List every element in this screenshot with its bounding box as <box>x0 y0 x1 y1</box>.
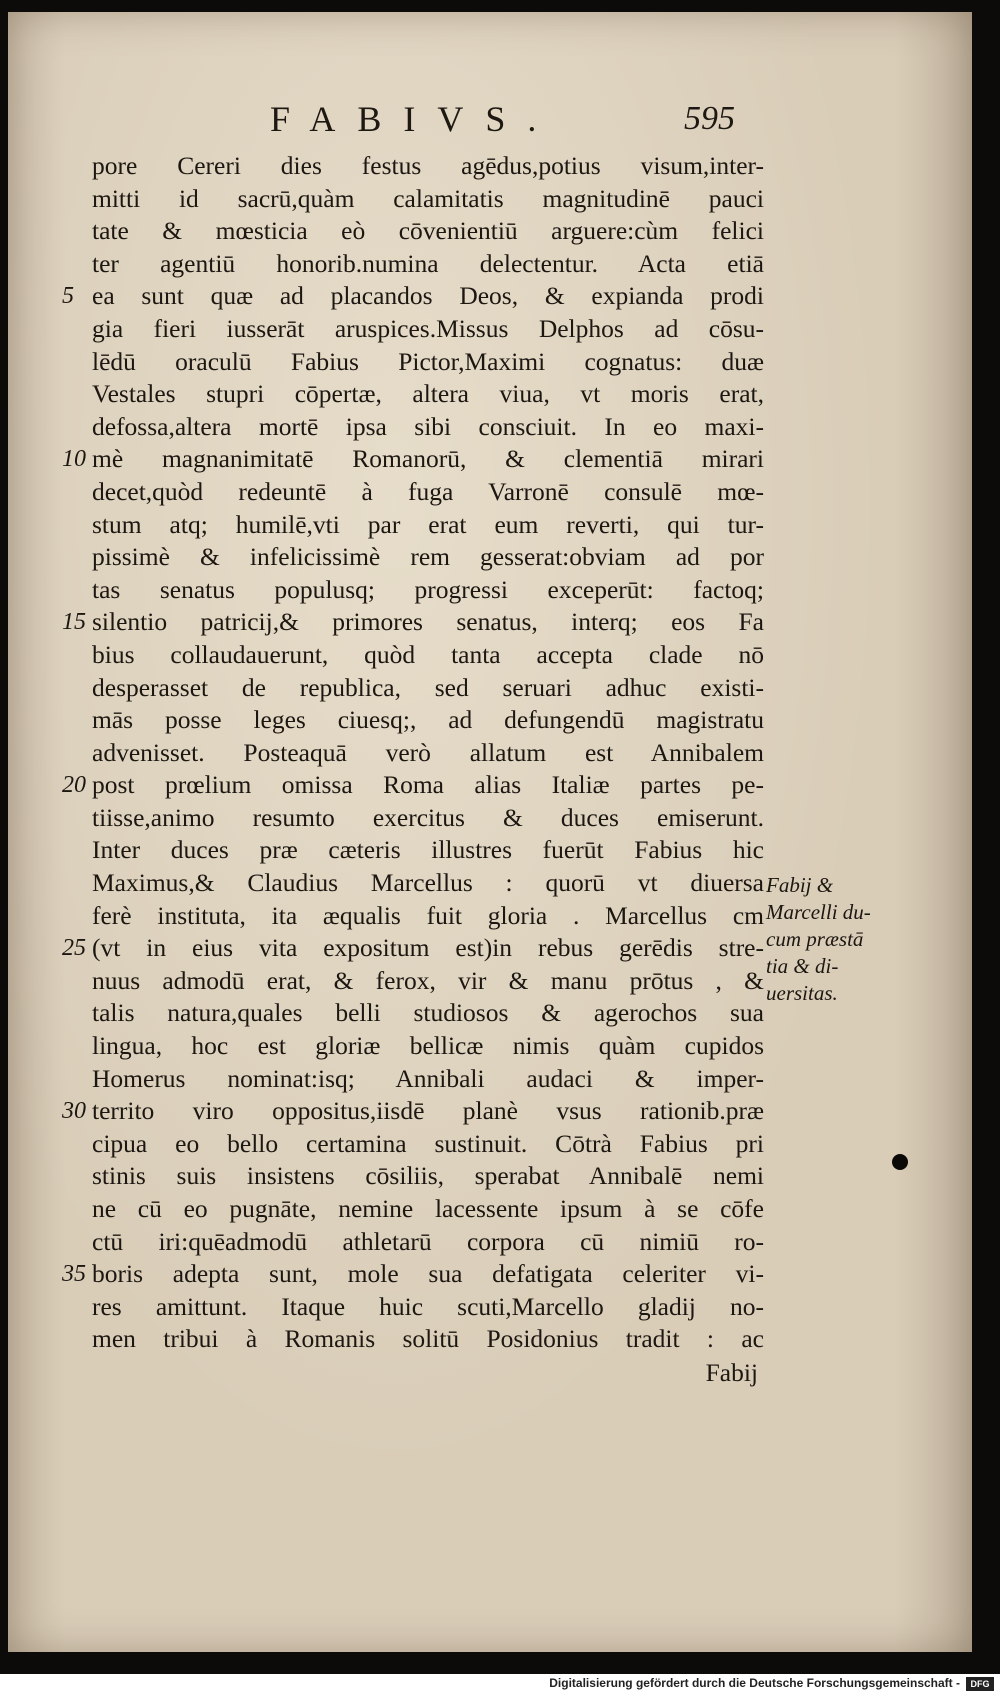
text-line <box>92 737 764 770</box>
text-line-content: lēdū oraculū Fabius Pictor,Maximi cognatus: duæ <box>92 346 764 376</box>
text-line-content: territo viro oppositus,iisdē planè vsus rationib.præ <box>92 1096 764 1126</box>
text-line-content: post prœlium omissa Roma alias Italiæ partes pe- <box>92 770 764 800</box>
text-line-content: mitti id sacrū,quàm calamitatis magnitudinē pauci <box>92 183 764 213</box>
text-line <box>92 1193 764 1226</box>
text-line-content: talis natura,quales belli studiosos & agerochos sua <box>92 998 764 1028</box>
text-line <box>62 280 764 313</box>
text-line <box>92 574 764 607</box>
line-number: 30 <box>62 1098 86 1125</box>
text-line <box>92 509 764 542</box>
text-line-content: bius collaudauerunt, quòd tanta accepta clade nō <box>92 639 764 669</box>
text-line-content: tas senatus populusq; progressi exceperūt: factoq; <box>92 574 764 604</box>
text-line <box>92 997 764 1030</box>
page-header <box>8 98 972 138</box>
footer-credit-text: Digitalisierung gefördert durch die Deutsche Forschungsgemeinschaft - <box>549 1676 960 1690</box>
line-number: 15 <box>62 609 86 636</box>
text-line-content: Vestales stupri cōpertæ, altera viua, vt moris erat, <box>92 379 764 409</box>
text-line-content: defossa,altera mortē ipsa sibi consciuit. In eo maxi- <box>92 411 764 441</box>
ink-spot <box>892 1154 908 1170</box>
text-line-content: Inter duces præ cæteris illustres fuerūt Fabius hic <box>92 835 764 865</box>
text-line <box>92 965 764 998</box>
text-line-content: men tribui à Romanis solitū Posidonius tradit : ac <box>92 1324 764 1354</box>
text-line <box>92 1323 764 1356</box>
dfg-logo-icon: DFG <box>966 1677 994 1691</box>
marginal-note-line: tia & di- <box>766 954 839 978</box>
text-line <box>92 248 764 281</box>
text-line <box>92 867 764 900</box>
text-line <box>92 1128 764 1161</box>
text-line <box>62 443 764 476</box>
text-line-content: desperasset de republica, sed seruari adhuc existi- <box>92 672 764 702</box>
text-line-content: Maximus,& Claudius Marcellus : quorū vt diuersa <box>92 868 764 898</box>
text-line-content: decet,quòd redeuntē à fuga Varronē consulē mœ- <box>92 476 764 506</box>
text-line <box>92 1063 764 1096</box>
text-line-content: pore Cereri dies festus agēdus,potius visum,inter- <box>92 151 764 180</box>
text-line <box>92 802 764 835</box>
text-line <box>92 346 764 379</box>
text-line-content: boris adepta sunt, mole sua defatigata celeriter vi- <box>92 1259 764 1289</box>
text-line-content: ferè instituta, ita æqualis fuit gloria . Marcellus cm <box>92 900 764 930</box>
text-line-content: cipua eo bello certamina sustinuit. Cōtrà Fabius pri <box>92 1128 764 1158</box>
text-line-content: ne cū eo pugnāte, nemine lacessente ipsum à se cōfe <box>92 1194 764 1223</box>
text-line-content: res amittunt. Itaque huic scuti,Marcello gladij no- <box>92 1291 764 1321</box>
text-line <box>92 378 764 411</box>
text-line-content: mās posse leges ciuesq;, ad defungendū magistratu <box>92 705 764 735</box>
running-title: FABIVS. <box>270 99 559 139</box>
text-line <box>92 411 764 444</box>
text-line-content: ea sunt quæ ad placandos Deos, & expianda prodi <box>92 281 764 311</box>
text-line-content: (vt in eius vita expositum est)in rebus gerēdis stre- <box>92 933 764 963</box>
text-line-content: nuus admodū erat, & ferox, vir & manu prōtus , & <box>92 965 764 995</box>
text-line-content: gia fieri iusserāt aruspices.Missus Delphos ad cōsu- <box>92 313 764 343</box>
digitization-footer <box>0 1674 1000 1695</box>
text-line-content: tiisse,animo resumto exercitus & duces emiserunt. <box>92 802 764 832</box>
text-line-content: stinis suis insistens cōsiliis, sperabat Annibalē nemi <box>92 1161 764 1191</box>
text-line <box>62 1258 764 1291</box>
text-line-content: pissimè & infelicissimè rem gesserat:obviam ad por <box>92 542 764 572</box>
text-line-content: Homerus nominat:isq; Annibali audaci & imper- <box>92 1063 764 1093</box>
text-line <box>92 704 764 737</box>
line-number: 20 <box>62 772 86 799</box>
page-number: 595 <box>684 100 735 137</box>
text-line <box>62 932 764 965</box>
marginal-note <box>766 872 896 1007</box>
text-line-content: ctū iri:quēadmodū athletarū corpora cū nimiū ro- <box>92 1226 764 1256</box>
main-text-block <box>62 150 764 1390</box>
marginal-note-line: Fabij & <box>766 873 834 897</box>
text-line <box>92 672 764 705</box>
marginal-note-line: Marcelli du- <box>766 900 871 924</box>
text-line-content: tate & mœsticia eò cōvenientiū arguere:cùm felici <box>92 216 764 246</box>
text-line-content: advenisset. Posteaquā verò allatum est Annibalem <box>92 737 764 767</box>
text-line <box>62 1095 764 1128</box>
book-page <box>8 12 972 1652</box>
text-line <box>62 769 764 802</box>
catchword: Fabij <box>705 1357 758 1387</box>
text-line <box>92 900 764 933</box>
text-line <box>92 541 764 574</box>
text-line <box>92 1226 764 1259</box>
line-number: 25 <box>62 935 86 962</box>
line-number: 5 <box>62 283 74 310</box>
line-number: 35 <box>62 1261 86 1288</box>
text-line <box>92 313 764 346</box>
text-line <box>92 215 764 248</box>
text-line-content: mè magnanimitatē Romanorū, & clementiā mirari <box>92 444 764 474</box>
text-line <box>92 1030 764 1063</box>
text-line <box>92 150 764 183</box>
marginal-note-line: cum præstā <box>766 927 864 951</box>
text-line-content: ter agentiū honorib.numina delectentur. Acta etiā <box>92 248 764 278</box>
text-line-content: silentio patricij,& primores senatus, interq; eos Fa <box>92 607 764 637</box>
text-line <box>92 1291 764 1324</box>
line-number: 10 <box>62 446 86 473</box>
text-line <box>92 639 764 672</box>
text-line-content: stum atq; humilē,vti par erat eum reverti, qui tur- <box>92 509 764 539</box>
text-line <box>92 476 764 509</box>
text-line-content: lingua, hoc est gloriæ bellicæ nimis quàm cupidos <box>92 1031 764 1061</box>
text-line <box>92 834 764 867</box>
marginal-note-line: uersitas. <box>766 981 838 1005</box>
text-line <box>92 183 764 216</box>
text-line <box>92 1160 764 1193</box>
text-line <box>62 606 764 639</box>
